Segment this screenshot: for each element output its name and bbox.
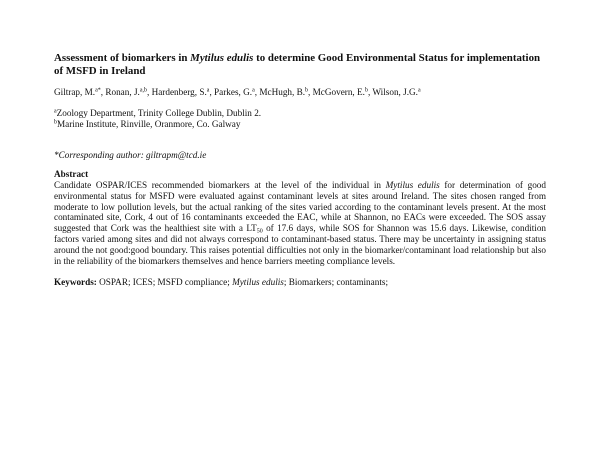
abstract-heading: Abstract <box>54 168 89 179</box>
affiliation: $^b$Marine Institute, Rinville, Oranmore, Co. Galway <box>54 119 241 129</box>
paper-content <box>54 52 546 288</box>
affiliation: $^a$Zoology Department, Trinity College Dublin, Dublin 2. <box>54 108 262 119</box>
author: Hardenberg, S.$^a$, <box>151 87 215 98</box>
affiliations <box>54 108 546 130</box>
author: Wilson, J.G.$^a$ <box>372 87 421 98</box>
author-list <box>54 87 546 98</box>
paper-title <box>54 52 546 77</box>
corresponding-author: *Corresponding author: giltrapm@tcd.ie <box>54 149 207 160</box>
author: McHugh, B.$^b$, <box>259 87 313 98</box>
author: Parkes, G.$^a$, <box>214 87 260 98</box>
abstract-body: Candidate OSPAR/ICES recommended biomarkers at the level of the individual in Mytilus edulis for determination of good environmental status for MSFD were evaluated against contaminant levels at sites around Ireland. The sites chosen ranged from moderate to low pollution levels, but the actual ranking of the sites varied according to the contaminant levels present. At the most contaminated site, Cork, 4 out of 16 contaminants exceeded the EAC, while at Shannon, no EACs were exceeded. The SOS assay suggested that Cork was the healthiest site with a $LT_{50}$ of 17.6 days, while SOS for Shannon was 15.6 days. Likewise, condition factors varied among sites and did not always correspond to contaminant-based status. There may be uncertainty in assigning status around the not good:good boundary. This raises potential difficulties not only in the biomarker/contaminant load relationship but also in the reliability of the biomarkers themselves and hence barriers meeting compliance levels. <box>54 179 547 267</box>
keywords: Keywords: OSPAR; ICES; MSFD compliance; Mytilus edulis; Biomarkers; contaminants; <box>54 276 388 287</box>
author: Ronan, J.$^{a,b}$, <box>105 87 152 98</box>
title-species: Mytilus edulis <box>190 52 254 64</box>
title-text-end: to determine Good Environmental Status for implementation of MSFD in Ireland <box>54 52 541 77</box>
keywords-label: Keywords: <box>54 276 97 287</box>
author: Giltrap, M.$^{a*}$, <box>54 87 106 98</box>
author: McGovern, E.$^b$, <box>312 87 373 98</box>
title-text: Assessment of biomarkers in <box>54 52 191 64</box>
